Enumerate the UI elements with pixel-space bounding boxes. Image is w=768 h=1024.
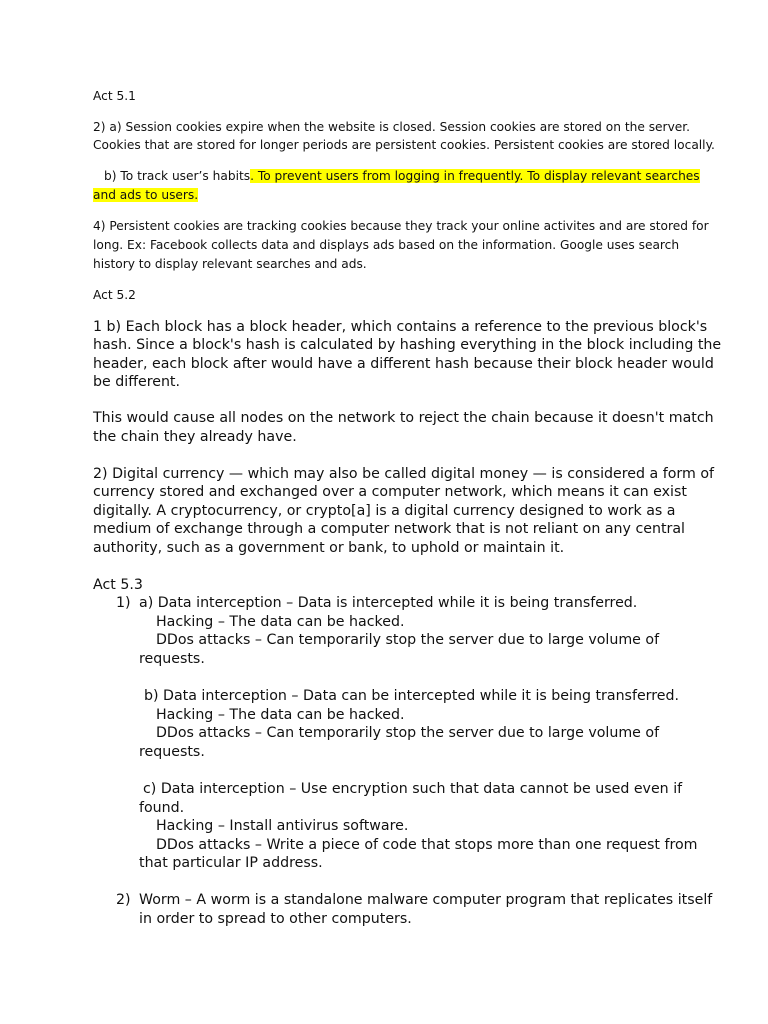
- act-5-3-1b-line-2: Hacking – The data can be hacked.: [156, 707, 405, 723]
- act-5-1-heading: Act 5.1: [93, 89, 136, 103]
- act-5-2-q2-line-4: medium of exchange through a computer network that is not reliant on any central: [93, 521, 685, 537]
- act-5-3-2-line-1: Worm – A worm is a standalone malware computer program that replicates itself: [139, 892, 713, 908]
- act-5-2-q2-line-1: 2) Digital currency — which may also be called digital money — is considered a form of: [93, 466, 714, 482]
- act-5-2-q2-line-2: currency stored and exchanged over a computer network, which means it can exist: [93, 484, 687, 500]
- act-5-3-1c-line-3: Hacking – Install antivirus software.: [156, 818, 409, 834]
- act-5-2-q1b-line-3: header, each block after would have a different hash because their block header would: [93, 356, 714, 372]
- act-5-2-q1b-line-1: 1 b) Each block has a block header, which contains a reference to the previous block's: [93, 319, 708, 335]
- highlighted-text: . To prevent users from logging in frequently. To display relevant searches: [250, 169, 700, 183]
- act-5-3-item-2-number: 2): [116, 892, 131, 908]
- act-5-3-1b-line-4: requests.: [139, 744, 205, 760]
- act-5-3-1a-line-2: Hacking – The data can be hacked.: [156, 614, 405, 630]
- q2b-prefix: b) To track user’s habits: [104, 169, 251, 183]
- act-5-2-q1b-line-4: be different.: [93, 374, 181, 390]
- act-5-1-q2a-line-2: Cookies that are stored for longer periods are persistent cookies. Persistent cookies are stored locally.: [93, 138, 715, 152]
- act-5-2-q1b-cont-line-1: This would cause all nodes on the network to reject the chain because it doesn't match: [93, 410, 714, 426]
- act-5-3-1c-line-5: that particular IP address.: [139, 855, 323, 871]
- act-5-2-q1b-cont-line-2: the chain they already have.: [93, 429, 297, 445]
- act-5-2-q1b-line-2: hash. Since a block's hash is calculated by hashing everything in the block including the: [93, 337, 722, 353]
- act-5-3-1c-line-2: found.: [139, 800, 185, 816]
- act-5-3-2-line-2: in order to spread to other computers.: [139, 911, 412, 927]
- act-5-2-q2-line-3: digitally. A cryptocurrency, or crypto[a] is a digital currency designed to work as a: [93, 503, 676, 519]
- act-5-1-q2a-line-1: 2) a) Session cookies expire when the website is closed. Session cookies are stored on the server.: [93, 120, 691, 134]
- act-5-1-q4-line-2: long. Ex: Facebook collects data and displays ads based on the information. Google uses search: [93, 238, 680, 252]
- act-5-3-heading: Act 5.3: [93, 577, 143, 593]
- act-5-1-q2b-line-2: [93, 186, 198, 205]
- act-5-3-1b-line-1: b) Data interception – Data can be intercepted while it is being transferred.: [144, 688, 680, 704]
- act-5-3-item-1-number: 1): [116, 595, 131, 611]
- act-5-1-q4-line-3: history to display relevant searches and ads.: [93, 257, 367, 271]
- act-5-3-1a-line-1: a) Data interception – Data is intercepted while it is being transferred.: [139, 595, 638, 611]
- act-5-3-1c-line-4: DDos attacks – Write a piece of code that stops more than one request from: [156, 837, 698, 853]
- act-5-1-q4-line-1: 4) Persistent cookies are tracking cookies because they track your online activites and are stored for: [93, 219, 709, 233]
- highlighted-text: and ads to users.: [93, 188, 199, 202]
- act-5-3-1b-line-3: DDos attacks – Can temporarily stop the server due to large volume of: [156, 725, 660, 741]
- act-5-3-1c-line-1: c) Data interception – Use encryption such that data cannot be used even if: [143, 781, 683, 797]
- act-5-2-heading: Act 5.2: [93, 288, 136, 302]
- act-5-3-1a-line-3: DDos attacks – Can temporarily stop the server due to large volume of: [156, 632, 660, 648]
- act-5-3-1a-line-4: requests.: [139, 651, 205, 667]
- act-5-2-q2-line-5: authority, such as a government or bank, to uphold or maintain it.: [93, 540, 565, 556]
- act-5-1-q2b-line-1: [104, 167, 700, 186]
